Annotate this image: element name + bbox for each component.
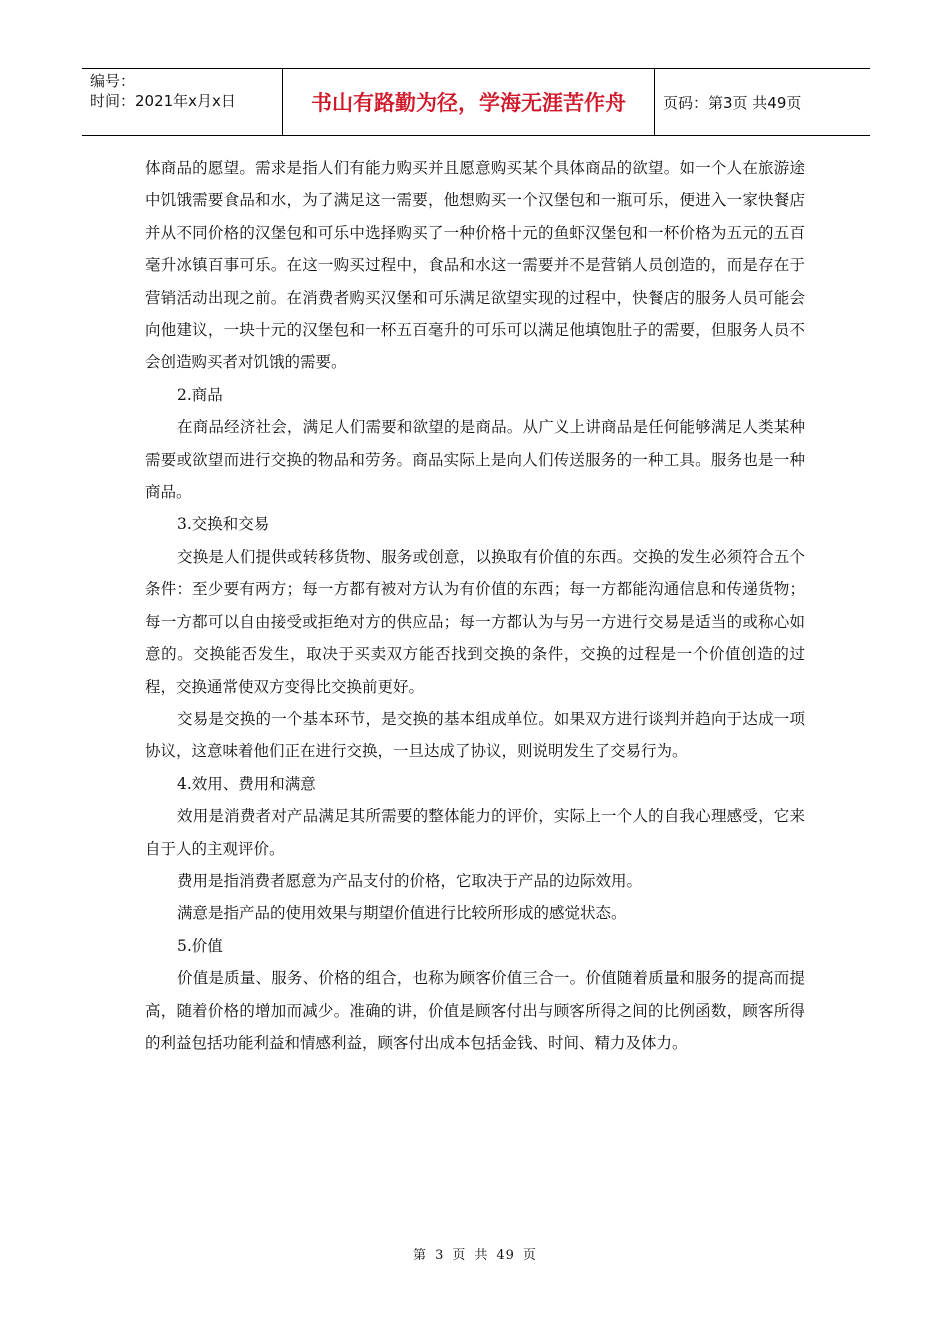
paragraph: 在商品经济社会，满足人们需要和欲望的是商品。从广义上讲商品是任何能够满足人类某种需要或欲望而进行交换的物品和劳务。商品实际上是向人们传送服务的一种工具。服务也是一种商品。: [145, 418, 805, 502]
document-number-label: 编号：: [90, 72, 136, 90]
footer-total-number: 49: [496, 1248, 515, 1263]
paragraph: 满意是指产品的使用效果与期望价值进行比较所形成的感觉状态。: [177, 904, 627, 923]
footer-page-word: 第: [413, 1248, 428, 1263]
footer-page-unit: 页: [452, 1248, 467, 1263]
footer-page-number: 3: [435, 1248, 445, 1263]
section-heading: 3.交换和交易: [177, 515, 270, 534]
paragraph: 交换是人们提供或转移货物、服务或创意，以换取有价值的东西。交换的发生必须符合五个条件：至少要有两方；每一方都有被对方认为有价值的东西；每一方都能沟通信息和传递货物；每一方都可以自由接受或拒绝对方的供应品；每一方都认为与另一方进行交易是适当的或称心如意的。交换能否发生，取决于买卖双方能否找到交换的条件，交换的过程是一个价值创造的过程，交换通常使双方变得比交换前更好。: [145, 547, 805, 696]
paragraph: 体商品的愿望。需求是指人们有能力购买并且愿意购买某个具体商品的欲望。如一个人在旅游途中饥饿需要食品和水，为了满足这一需要，他想购买一个汉堡包和一瓶可乐，便进入一家快餐店并从不同价格的汉堡包和可乐中选择购买了一种价格十元的鱼虾汉堡包和一杯价格为五元的五百毫升冰镇百事可乐。在这一购买过程中，食品和水这一需要并不是营销人员创造的，而是存在于营销活动出现之前。在消费者购买汉堡和可乐满足欲望实现的过程中，快餐店的服务人员可能会向他建议，一块十元的汉堡包和一杯五百毫升的可乐可以满足他填饱肚子的需要，但服务人员不会创造购买者对饥饿的需要。: [145, 159, 805, 372]
page-footer: [0, 1244, 950, 1263]
page-header: [82, 68, 870, 136]
paragraph: 费用是指消费者愿意为产品支付的价格，它取决于产品的边际效用。: [177, 871, 643, 890]
section-heading: 2.商品: [177, 385, 223, 404]
paragraph: 交易是交换的一个基本环节，是交换的基本组成单位。如果双方进行谈判并趋向于达成一项协议，这意味着他们正在进行交换，一旦达成了协议，则说明发生了交易行为。: [145, 709, 805, 761]
document-date-label: 时间：2021年x月x日: [90, 92, 236, 110]
header-page-label: 页码：第3页 共49页: [663, 93, 802, 112]
document-body: [145, 152, 805, 1059]
paragraph: 效用是消费者对产品满足其所需要的整体能力的评价，实际上一个人的自我心理感受，它来自于人的主观评价。: [145, 807, 805, 858]
header-meta: [82, 69, 283, 135]
header-slogan: 书山有路勤为径，学海无涯苦作舟: [283, 69, 655, 135]
section-heading: 5.价值: [177, 936, 223, 955]
paragraph: 价值是质量、服务、价格的组合，也称为顾客价值三合一。价值随着质量和服务的提高而提高，随着价格的增加而减少。准确的讲，价值是顾客付出与顾客所得之间的比例函数，顾客所得的利益包括功能利益和情感利益，顾客付出成本包括金钱、时间、精力及体力。: [145, 969, 805, 1052]
section-heading: 4.效用、费用和满意: [177, 774, 316, 793]
footer-total-word: 共: [474, 1248, 489, 1263]
footer-total-unit: 页: [522, 1248, 537, 1263]
